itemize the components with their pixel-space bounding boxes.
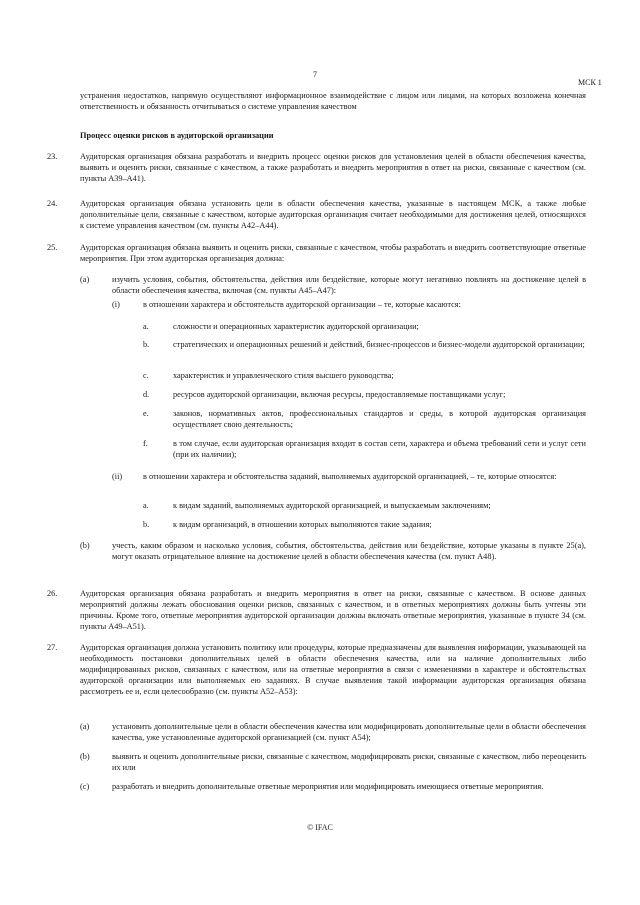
- list-item-text: характеристик и управленческого стиля высшего руководства;: [173, 371, 394, 380]
- subparagraph-label: (a): [80, 275, 90, 284]
- clause-ii-text: в отношении характера и обстоятельства заданий, выполняемых аудиторской организацией, – те, которые относятся:: [143, 472, 557, 481]
- intro-continuation: устранения недостатков, напрямую осуществляют информационное взаимодействие с лицом или лицами, на которых возложена конечная ответственность и обязанность отчитываться о системе управления качеством: [80, 91, 586, 111]
- subparagraph-label: (b): [80, 752, 90, 761]
- subparagraph-27b-text: выявить и оценить дополнительные риски, связанные с качеством, модифицировать риски, связанные с качеством, либо переоценить их или: [112, 752, 586, 772]
- list-item-label: a.: [143, 322, 149, 331]
- list-item-label: c.: [143, 371, 149, 380]
- paragraph-26-text: Аудиторская организация обязана разработать и внедрить мероприятия в ответ на риски, связанные с качеством. В основе данных мероприятий должны лежать обоснования оценки рисков, связанных с качеством, и в ответных мероприятиях должны быть учтены эти причины. Кроме того, ответные мероприятия аудиторской организации должны включать ответные мероприятия, указанные в пункте 34 (см. пункты A49–A51).: [80, 589, 586, 631]
- copyright-footer: © IFAC: [307, 823, 333, 832]
- paragraph-number: 26.: [47, 589, 58, 598]
- clause-label: (ii): [112, 472, 123, 481]
- list-item-label: b.: [143, 520, 150, 529]
- clause-label: (i): [112, 300, 120, 309]
- list-item-label: f.: [143, 439, 148, 448]
- list-item-label: a.: [143, 501, 149, 510]
- list-item-label: b.: [143, 340, 150, 349]
- subparagraph-label: (c): [80, 782, 90, 791]
- subparagraph-27a-text: установить дополнительные цели в области обеспечения качества или модифицировать дополнительные цели в области обеспечения качества, уже установленные аудиторской организацией (см. пункт A54);: [112, 722, 586, 742]
- paragraph-25-text: Аудиторская организация обязана выявить и оценить риски, связанные с качеством, чтобы разработать и внедрить соответствующие ответные мероприятия. При этом аудиторская организация должна:: [80, 243, 586, 263]
- paragraph-number: 23.: [47, 152, 58, 161]
- list-item-text: в том случае, если аудиторская организация входит в состав сети, характера и объема требований сети и услуг сети (при их наличии);: [173, 439, 586, 459]
- list-item-label: d.: [143, 390, 150, 399]
- list-item-text: ресурсов аудиторской организации, включая ресурсы, предоставляемые поставщиками услуг;: [173, 390, 506, 399]
- list-item-label: e.: [143, 409, 149, 418]
- paragraph-number: 27.: [47, 643, 58, 652]
- list-item-text: стратегических и операционных решений и действий, бизнес-процессов и бизнес-модели аудиторской организации;: [173, 340, 585, 349]
- list-item-text: к видам заданий, выполняемых аудиторской организацией, и выпускаемым заключениям;: [173, 501, 491, 510]
- paragraph-number: 25.: [47, 243, 58, 252]
- list-item-text: сложности и операционных характеристик аудиторской организации;: [173, 322, 419, 331]
- subparagraph-label: (b): [80, 541, 90, 550]
- paragraph-number: 24.: [47, 199, 58, 208]
- subparagraph-25a-text: изучить условия, события, обстоятельства, действия или бездействие, которые могут негативно повлиять на достижение целей в области обеспечения качества, включая (см. пункты A45–A47):: [112, 275, 586, 295]
- list-item-text: законов, нормативных актов, профессиональных стандартов и среды, в которой аудиторская организация осуществляет свою деятельность;: [173, 409, 586, 429]
- subparagraph-label: (a): [80, 722, 90, 731]
- clause-i-text: в отношении характера и обстоятельств аудиторской организации – те, которые касаются:: [143, 300, 461, 309]
- subparagraph-27c-text: разработать и внедрить дополнительные ответные мероприятия или модифицировать имеющиеся ответные мероприятия.: [112, 782, 544, 791]
- paragraph-23-text: Аудиторская организация обязана разработать и внедрить процесс оценки рисков для установления целей в области обеспечения качества, выявить и оценить риски, связанные с качеством, а также разработать и внедрить мероприятия в ответ на риски, связанные с качеством (см. пункты A39–A41).: [80, 152, 586, 183]
- page-number: 7: [313, 70, 317, 79]
- list-item-text: к видам организаций, в отношении которых выполняются такие задания;: [173, 520, 432, 529]
- subparagraph-25b-text: учесть, каким образом и насколько условия, события, обстоятельства, действия или бездействие, которые указаны в пункте 25(a), могут оказать отрицательное влияние на достижение целей в области обеспечения качества (см. пункт A48).: [112, 541, 586, 561]
- section-heading: Процесс оценки рисков в аудиторской организации: [80, 131, 274, 140]
- paragraph-27-text: Аудиторская организация должна установить политику или процедуры, которые предназначены для выявления информации, указывающей на необходимость постановки дополнительных целей в области обеспечения качества, или на наличие дополнительных либо модифицированных рисков, связанных с качеством, или на ответные мероприятия в связи с изменениями в характере и обстоятельствах аудиторской организации или выполняемых ею заданиях. В случае выявления такой информации аудиторская организация обязана рассмотреть ее и, если целесообразно (см. пункты A52–A53):: [80, 643, 586, 696]
- paragraph-24-text: Аудиторская организация обязана установить цели в области обеспечения качества, указанные в настоящем МСК, а также любые дополнительные цели, связанные с качеством, которые аудиторская организация считает необходимыми для достижения целей, относящихся к системе управления качеством (см. пункты A42–A44).: [80, 199, 586, 230]
- standard-code: МСК 1: [578, 78, 602, 87]
